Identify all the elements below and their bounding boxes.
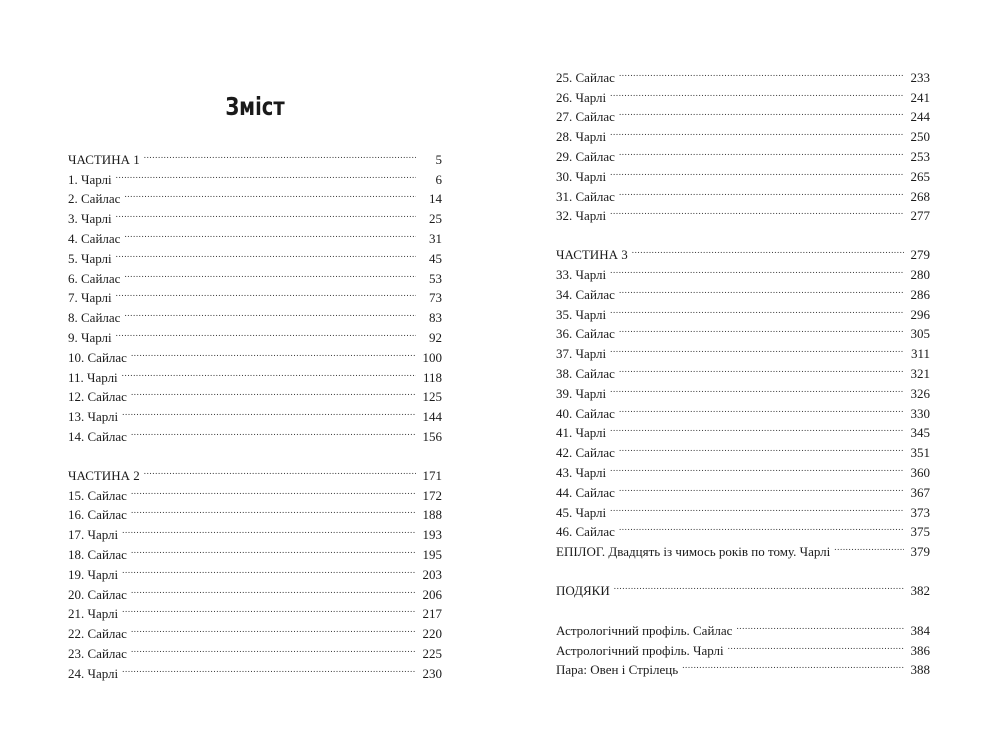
toc-entry-page-number: 73 [429, 290, 442, 306]
toc-entry-page-number: 230 [422, 665, 442, 681]
toc-entry-page-number: 217 [422, 606, 442, 622]
dot-leader [610, 161, 904, 181]
toc-entry [556, 338, 930, 362]
toc-entry [556, 615, 930, 638]
toc-entry-page-number: 367 [910, 484, 930, 500]
toc-entry-page-number: 92 [429, 329, 442, 345]
toc-entry-label: ПОДЯКИ [556, 582, 610, 598]
toc-entry [556, 358, 930, 381]
toc-entry-page-number: 5 [435, 151, 442, 167]
toc-entry-label: Пара: Овен і Стрілець [556, 662, 679, 678]
toc-entry [556, 299, 930, 322]
toc-entry-label: Астрологічний профіль. Чарлі [556, 642, 724, 658]
toc-entry-label: 31. Сайлас [556, 188, 615, 204]
toc-entry-label: 30. Чарлі [556, 168, 607, 184]
toc-entry [556, 201, 930, 224]
toc-entry-page-number: 156 [422, 428, 442, 444]
toc-entry-label: 24. Чарлі [68, 665, 119, 681]
toc-entry [68, 144, 442, 167]
toc-entry-label: 10. Сайлас [68, 349, 127, 365]
toc-entry-page-number: 53 [429, 270, 442, 286]
toc-entry [68, 658, 442, 681]
toc-entry-label: 43. Чарлі [556, 464, 607, 480]
dot-leader [116, 164, 416, 184]
toc-right-column [556, 62, 930, 678]
toc-entry-page-number: 375 [910, 524, 930, 540]
toc-entry-page-number: 253 [910, 148, 930, 164]
toc-entry-page-number: 373 [910, 504, 930, 520]
dot-leader [116, 243, 416, 263]
section-gap [556, 220, 930, 239]
toc-entry [556, 319, 930, 342]
toc-entry [68, 322, 442, 345]
dot-leader [124, 223, 416, 243]
toc-entry [556, 239, 930, 263]
toc-entry-page-number: 14 [429, 191, 442, 207]
toc-entry-page-number: 268 [910, 188, 930, 204]
dot-leader [122, 362, 416, 382]
dot-leader [124, 263, 416, 283]
toc-entry-label: 19. Чарлі [68, 566, 119, 582]
toc-entry [68, 559, 442, 582]
dot-leader [131, 342, 416, 362]
toc-entry-label: ЧАСТИНА 3 [556, 247, 628, 263]
toc-entry [556, 398, 930, 421]
dot-leader [834, 536, 904, 556]
toc-entry [68, 618, 442, 642]
toc-entry-page-number: 330 [910, 405, 930, 421]
dot-leader [131, 480, 416, 500]
toc-entry-label: 42. Сайлас [556, 445, 615, 461]
toc-entry-page-number: 241 [910, 89, 930, 105]
toc-entry-page-number: 286 [910, 286, 930, 302]
toc-entry-label: 18. Сайлас [68, 546, 127, 562]
toc-entry-page-number: 100 [422, 349, 442, 365]
toc-entry-page-number: 225 [422, 645, 442, 661]
dot-leader [736, 615, 904, 635]
toc-entry-page-number: 386 [910, 642, 930, 658]
toc-entry-label: 41. Чарлі [556, 425, 607, 441]
toc-entry-label: 39. Чарлі [556, 385, 607, 401]
toc-entry [556, 517, 930, 540]
toc-entry-label: 13. Чарлі [68, 409, 119, 425]
toc-entry-page-number: 296 [910, 306, 930, 322]
toc-entry-page-number: 384 [910, 622, 930, 638]
toc-entry-page-number: 6 [435, 171, 442, 187]
dot-leader [619, 141, 904, 161]
toc-entry [556, 279, 930, 302]
toc-entry [556, 161, 930, 184]
toc-entry-page-number: 172 [422, 487, 442, 503]
toc-entry-page-number: 265 [910, 168, 930, 184]
dot-leader [610, 82, 904, 102]
toc-entry-page-number: 203 [422, 566, 442, 582]
toc-entry-label: 37. Чарлі [556, 346, 607, 362]
dot-leader [619, 437, 904, 457]
toc-entry-page-number: 351 [910, 445, 930, 461]
toc-entry-label: 45. Чарлі [556, 504, 607, 520]
dot-leader [610, 497, 904, 517]
toc-entry-label: 6. Сайлас [68, 270, 121, 286]
dot-leader [728, 635, 904, 655]
toc-entry-page-number: 279 [910, 247, 930, 263]
toc-entry-label: 36. Сайлас [556, 326, 615, 342]
toc-entry-page-number: 345 [910, 425, 930, 441]
toc-entry-page-number: 31 [429, 230, 442, 246]
dot-leader [131, 618, 416, 638]
dot-leader [610, 121, 904, 141]
toc-entry-label: 33. Чарлі [556, 266, 607, 282]
toc-entry [68, 243, 442, 266]
toc-entry [68, 460, 442, 483]
toc-entry [68, 184, 442, 207]
toc-title: Зміст [225, 92, 285, 121]
dot-leader [124, 302, 416, 322]
toc-entry [556, 457, 930, 480]
toc-entry-page-number: 144 [422, 409, 442, 425]
toc-entry-label: 44. Сайлас [556, 484, 615, 500]
toc-entry-page-number: 171 [422, 467, 442, 483]
dot-leader [610, 418, 904, 438]
dot-leader [619, 358, 904, 378]
toc-entry-label: 35. Чарлі [556, 306, 607, 322]
dot-leader [619, 517, 904, 537]
toc-entry-label: 11. Чарлі [68, 369, 118, 385]
toc-entry-page-number: 83 [429, 310, 442, 326]
toc-entry-label: 26. Чарлі [556, 89, 607, 105]
toc-entry [556, 477, 930, 500]
toc-entry-page-number: 382 [910, 582, 930, 598]
toc-entry-label: 28. Чарлі [556, 129, 607, 145]
dot-leader [131, 421, 416, 441]
toc-entry-page-number: 305 [910, 326, 930, 342]
toc-entry [68, 519, 442, 543]
dot-leader [610, 201, 904, 221]
toc-entry-label: ЧАСТИНА 2 [68, 467, 140, 483]
dot-leader [144, 144, 416, 164]
dot-leader [122, 599, 416, 619]
toc-entry-page-number: 118 [422, 369, 442, 385]
toc-entry-label: 21. Чарлі [68, 606, 119, 622]
toc-entry-label: 3. Чарлі [68, 211, 112, 227]
toc-entry [556, 62, 930, 85]
dot-leader [122, 559, 416, 579]
dot-leader [610, 299, 904, 319]
toc-entry [556, 181, 930, 204]
toc-entry-page-number: 321 [910, 365, 930, 381]
toc-entry-label: 17. Чарлі [68, 527, 119, 543]
toc-entry-label: 1. Чарлі [68, 171, 112, 187]
toc-entry-label: 32. Чарлі [556, 208, 607, 224]
dot-leader [619, 102, 904, 122]
dot-leader [131, 579, 416, 599]
toc-entry [68, 342, 442, 365]
toc-entry-label: 2. Сайлас [68, 191, 121, 207]
toc-entry [556, 378, 930, 401]
toc-entry-page-number: 195 [422, 546, 442, 562]
toc-left-column [68, 144, 442, 681]
toc-entry-page-number: 233 [910, 69, 930, 85]
dot-leader [122, 658, 416, 678]
dot-leader [116, 203, 416, 223]
toc-entry-page-number: 125 [422, 389, 442, 405]
toc-entry [556, 497, 930, 520]
dot-leader [131, 382, 416, 402]
toc-entry-label: 12. Сайлас [68, 389, 127, 405]
dot-leader [610, 457, 904, 477]
toc-entry-page-number: 244 [910, 109, 930, 125]
toc-entry-page-number: 206 [422, 586, 442, 602]
toc-entry-page-number: 280 [910, 266, 930, 282]
dot-leader [122, 401, 416, 421]
dot-leader [610, 259, 904, 279]
dot-leader [131, 638, 416, 658]
toc-entry-label: 22. Сайлас [68, 626, 127, 642]
toc-entry [68, 203, 442, 227]
toc-entry [68, 164, 442, 187]
toc-entry-label: ЕПІЛОГ. Двадцять із чимось років по тому. Чарлі [556, 544, 831, 560]
toc-entry-page-number: 311 [910, 346, 930, 362]
toc-entry-label: 15. Сайлас [68, 487, 127, 503]
toc-entry-label: 16. Сайлас [68, 507, 127, 523]
toc-entry-page-number: 193 [422, 527, 442, 543]
toc-entry [68, 599, 442, 622]
toc-entry-page-number: 388 [910, 662, 930, 678]
dot-leader [116, 322, 416, 342]
dot-leader [122, 519, 416, 539]
toc-entry [68, 382, 442, 405]
dot-leader [124, 184, 416, 204]
toc-entry [68, 539, 442, 562]
dot-leader [619, 62, 904, 82]
toc-entry-page-number: 45 [429, 250, 442, 266]
dot-leader [632, 239, 904, 259]
dot-leader [131, 539, 416, 559]
toc-entry-label: 23. Сайлас [68, 645, 127, 661]
toc-entry-page-number: 188 [422, 507, 442, 523]
toc-entry-label: 4. Сайлас [68, 230, 121, 246]
toc-entry-page-number: 25 [429, 211, 442, 227]
toc-entry-label: 34. Сайлас [556, 286, 615, 302]
toc-entry-label: 25. Сайлас [556, 69, 615, 85]
toc-entry [68, 579, 442, 602]
toc-entry-page-number: 326 [910, 385, 930, 401]
toc-entry-label: 14. Сайлас [68, 428, 127, 444]
toc-entry [68, 263, 442, 286]
dot-leader [619, 279, 904, 299]
toc-entry-page-number: 379 [910, 544, 930, 560]
toc-entry-label: 20. Сайлас [68, 586, 127, 602]
dot-leader [682, 655, 904, 675]
toc-entry [556, 575, 930, 598]
toc-entry-label: 7. Чарлі [68, 290, 112, 306]
toc-entry [68, 223, 442, 246]
toc-entry [556, 141, 930, 164]
toc-entry-label: 40. Сайлас [556, 405, 615, 421]
dot-leader [610, 338, 904, 358]
section-gap [556, 595, 930, 615]
dot-leader [619, 477, 904, 497]
toc-entry [556, 259, 930, 282]
toc-entry [556, 121, 930, 145]
toc-entry [68, 362, 442, 385]
dot-leader [131, 500, 416, 520]
toc-entry-label: 38. Сайлас [556, 365, 615, 381]
toc-entry-label: ЧАСТИНА 1 [68, 151, 140, 167]
dot-leader [610, 378, 904, 398]
dot-leader [619, 398, 904, 418]
toc-entry-label: 29. Сайлас [556, 148, 615, 164]
toc-entry-page-number: 277 [910, 208, 930, 224]
toc-entry-page-number: 250 [910, 129, 930, 145]
toc-entry-label: 27. Сайлас [556, 109, 615, 125]
toc-entry [556, 82, 930, 105]
toc-entry [556, 102, 930, 125]
toc-entry [68, 302, 442, 326]
toc-entry-label: 5. Чарлі [68, 250, 112, 266]
toc-entry-label: 9. Чарлі [68, 329, 112, 345]
toc-entry-label: 46. Сайлас [556, 524, 615, 540]
toc-entry [556, 418, 930, 441]
toc-entry-label: 8. Сайлас [68, 310, 121, 326]
dot-leader [619, 319, 904, 339]
dot-leader [614, 575, 904, 595]
toc-entry [68, 283, 442, 306]
toc-entry [556, 437, 930, 461]
toc-entry-label: Астрологічний профіль. Сайлас [556, 622, 733, 638]
toc-entry-page-number: 360 [910, 464, 930, 480]
dot-leader [619, 181, 904, 201]
toc-entry [68, 401, 442, 425]
toc-entry [68, 421, 442, 444]
toc-entry-page-number: 220 [422, 626, 442, 642]
dot-leader [144, 460, 416, 480]
dot-leader [116, 283, 416, 303]
